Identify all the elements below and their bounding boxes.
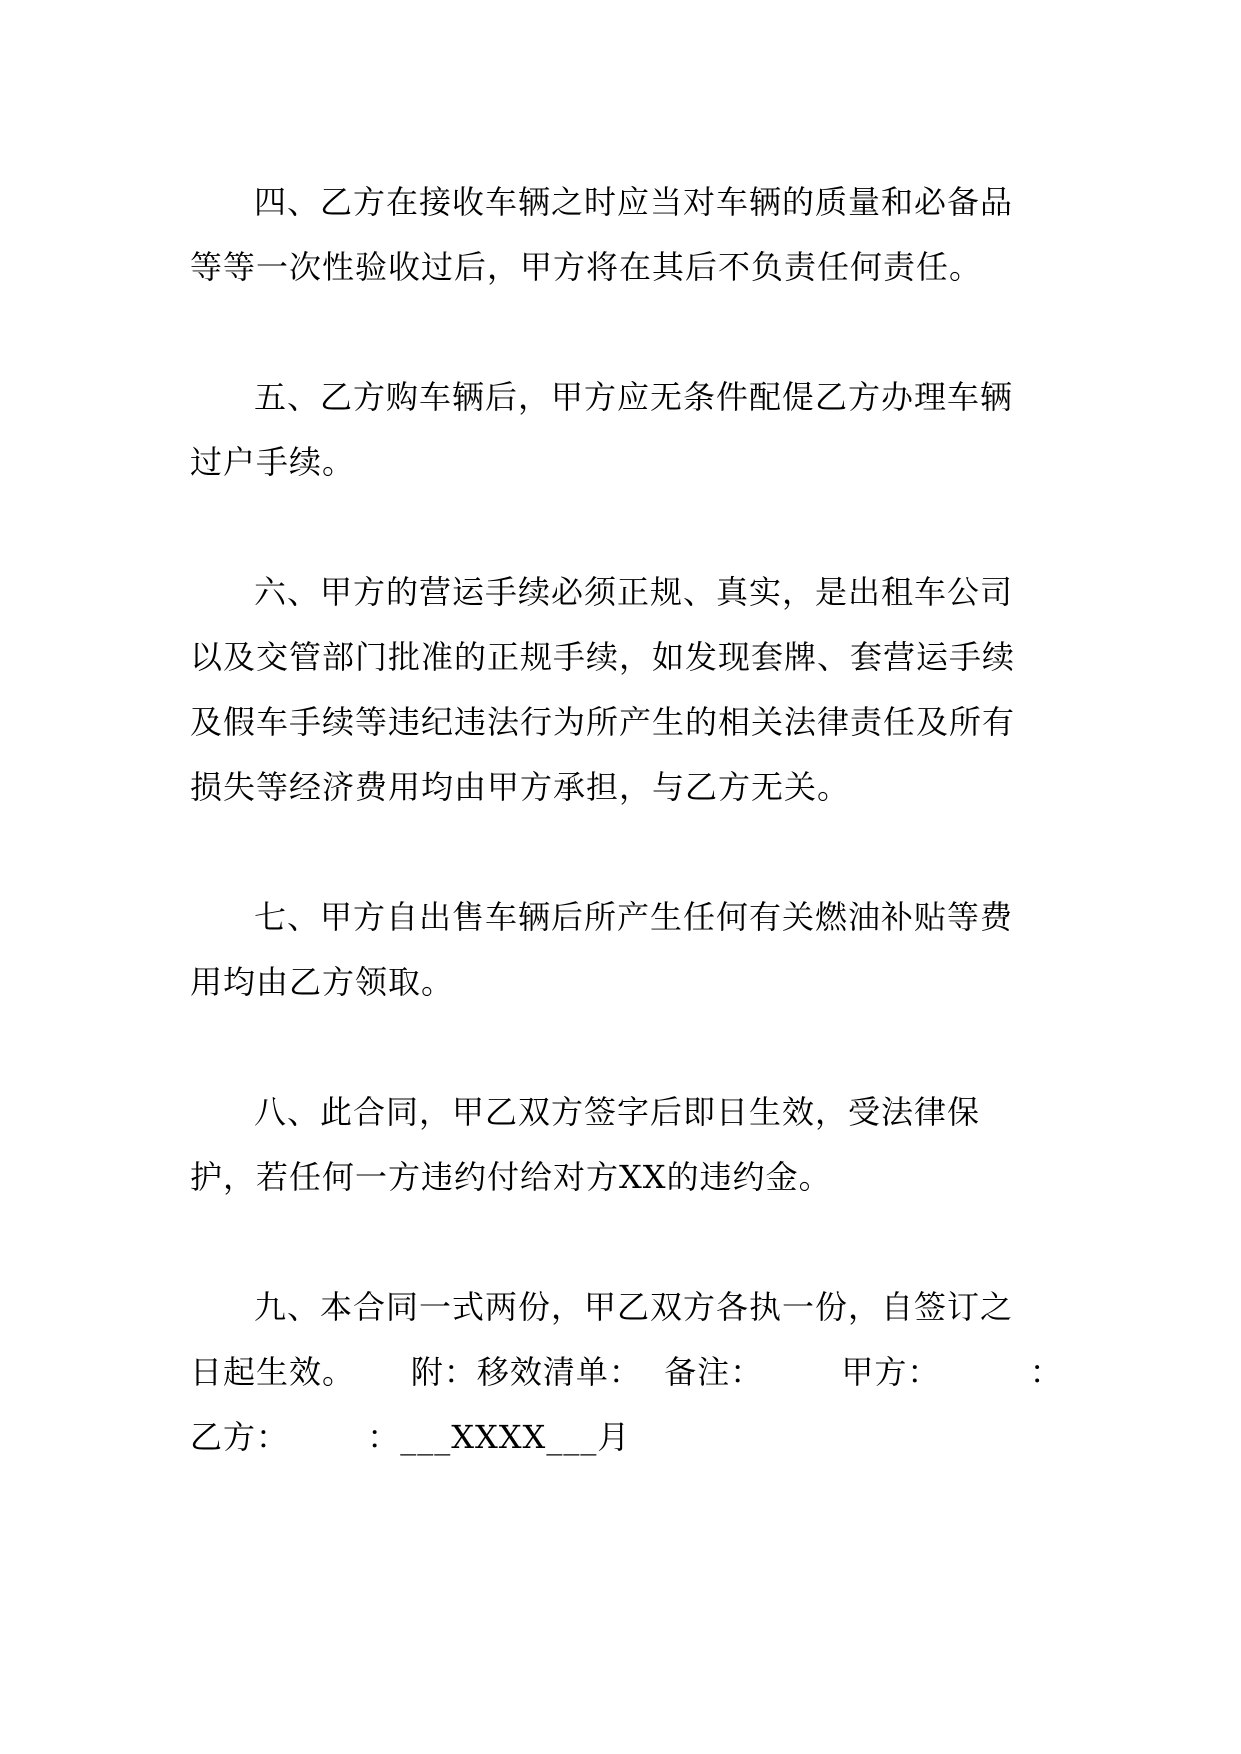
clause-4-line-1: 四、乙方在接收车辆之时应当对车辆的质量和必备品 — [254, 183, 1014, 221]
clause-7-line-1: 七、甲方自出售车辆后所产生任何有关燃油补贴等费 — [254, 898, 1014, 936]
clause-9-line-2-signature-fields: 日起生效。 附：移效清单： 备注： 甲方： ： — [190, 1353, 1063, 1391]
clause-8-line-1: 八、此合同，甲乙双方签字后即日生效，受法律保 — [254, 1093, 981, 1131]
clause-6-line-4: 损失等经济费用均由甲方承担，与乙方无关。 — [190, 768, 851, 806]
clause-7-line-2: 用均由乙方领取。 — [190, 963, 455, 1001]
signature-date-line: 乙方： ：___XXXX___月 — [190, 1418, 631, 1456]
clause-6-line-2: 以及交管部门批准的正规手续，如发现套牌、套营运手续 — [190, 638, 1016, 676]
clause-4-line-2: 等等一次性验收过后，甲方将在其后不负责任何责任。 — [190, 248, 983, 286]
clause-6-line-3: 及假车手续等违纪违法行为所产生的相关法律责任及所有 — [190, 703, 1016, 741]
clause-5-line-2: 过户手续。 — [190, 443, 356, 481]
clause-8-line-2: 护，若任何一方违约付给对方XX的违约金。 — [190, 1158, 832, 1196]
clause-6-line-1: 六、甲方的营运手续必须正规、真实，是出租车公司 — [254, 573, 1014, 611]
clause-9-line-1: 九、本合同一式两份，甲乙双方各执一份，自签订之 — [254, 1288, 1014, 1326]
clause-5-line-1: 五、乙方购车辆后，甲方应无条件配偍乙方办理车辆 — [254, 378, 1014, 416]
